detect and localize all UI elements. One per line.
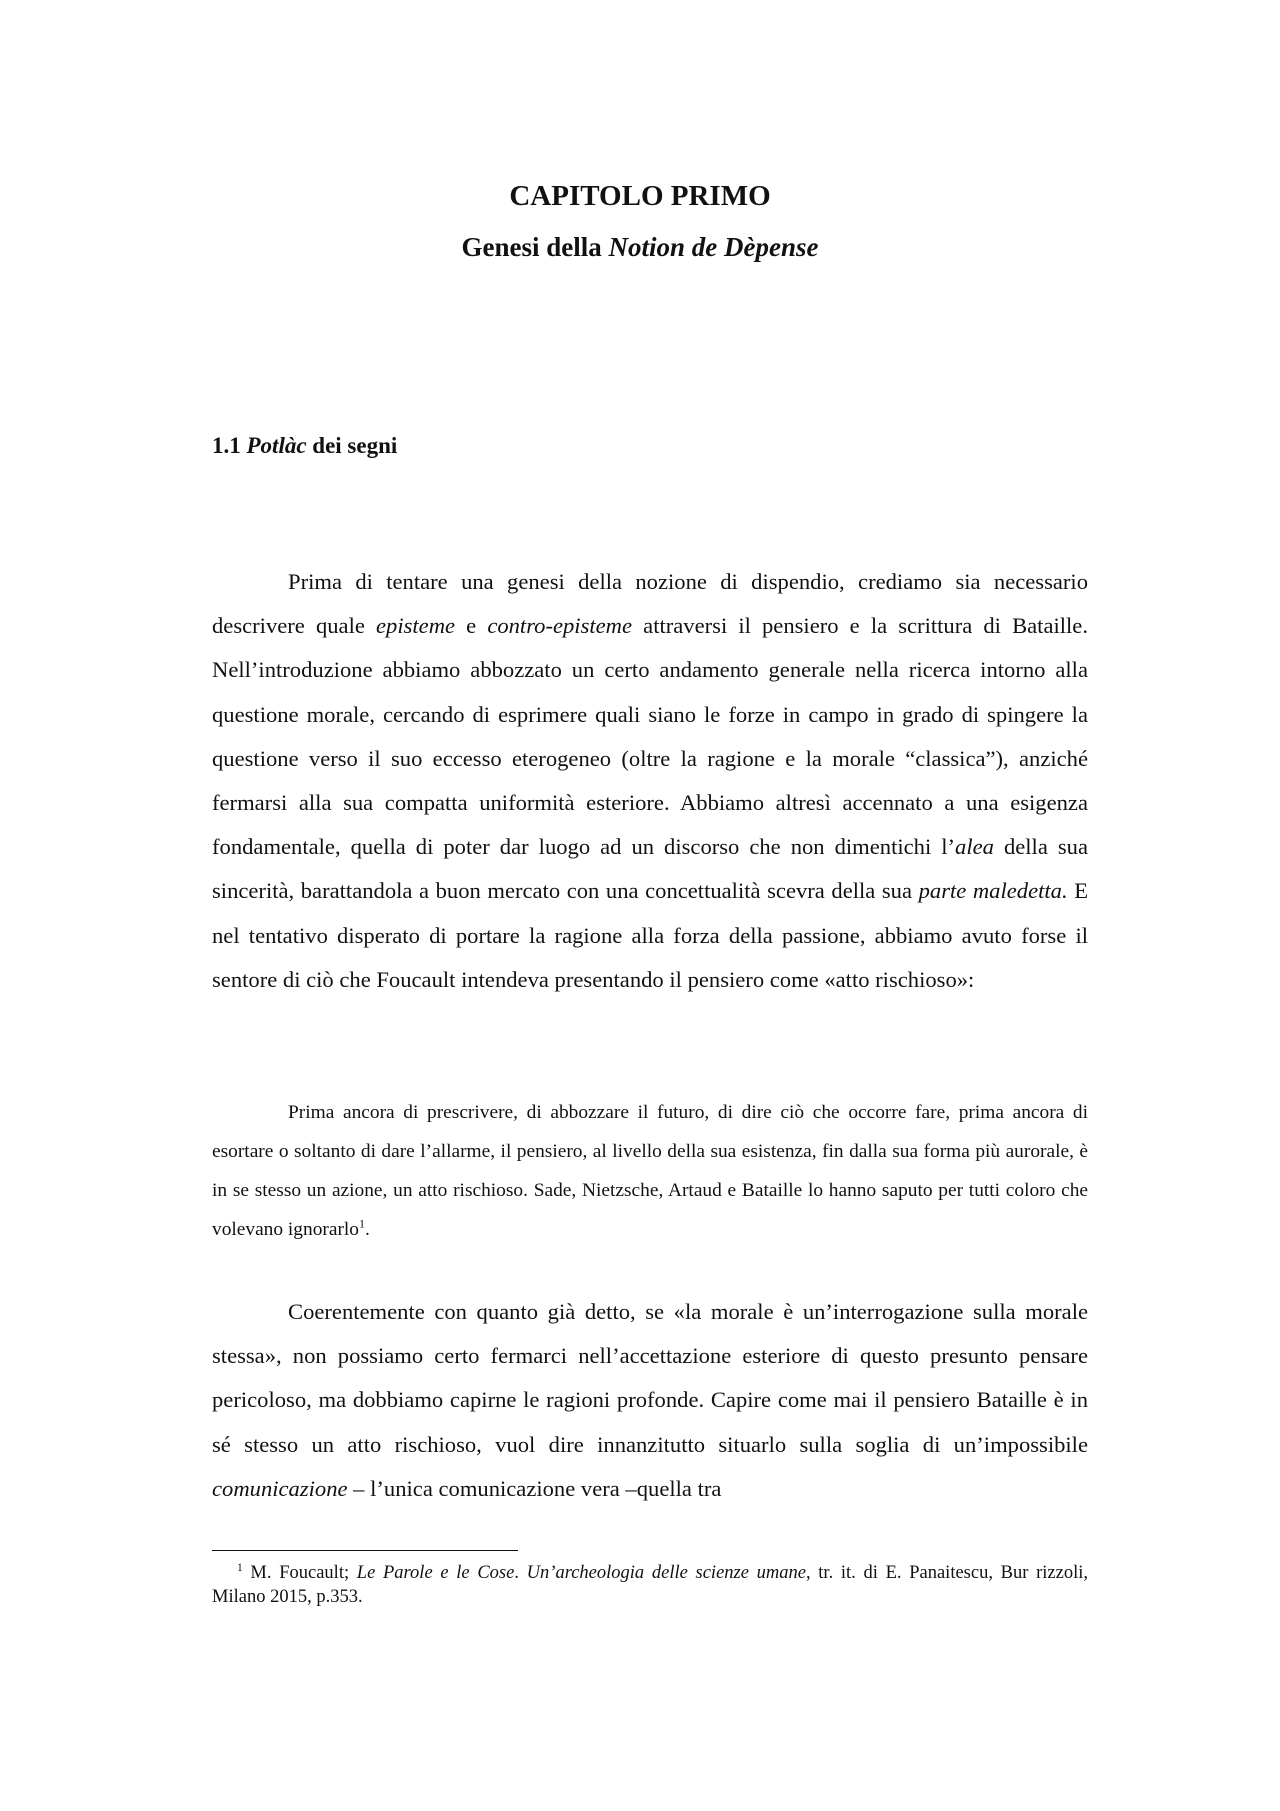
body-paragraph-1 (212, 560, 1088, 1002)
footnote-text: . (514, 1563, 527, 1583)
footnote-text: , tr. it. di E. Panaitescu, Bur rizzoli, Milano 2015, p.353. (212, 1563, 1088, 1607)
italic-term-alea: alea (955, 834, 994, 860)
paragraph-text: E nel tentativo disperato di portare la ragione alla forza della passione, abbiamo avuto forse il sentore di ciò che Foucault intendeva presentando il pensiero come «atto rischioso»: (212, 878, 1089, 992)
footnote-book-title: Le Parole e le Cose (356, 1563, 515, 1583)
paragraph-text: e (455, 613, 488, 639)
section-title-italic: Potlàc (246, 433, 307, 458)
block-quote (212, 1093, 1088, 1249)
paragraph-text: – l’unica comunicazione vera –quella tra (347, 1475, 722, 1501)
paragraph-text: della sua sincerità, barattandola a buon mercato con una concettualità scevra della sua (212, 834, 1088, 904)
body-paragraph-2 (212, 1290, 1088, 1511)
paragraph-text: attraversi il pensiero e la scrittura di Bataille. Nell’introduzione abbiamo abbozzato un certo andamento generale nella ricerca intorno alla questione morale, cercando di esprimere quali siano le forze in campo in grado di spingere la questione verso il suo eccesso eterogeneo (oltre la ragione e la morale “classica”), anziché fermarsi alla sua compatta uniformità esteriore. Abbiamo altresì accennato a una esigenza fondamentale, quella di poter dar luogo ad un discorso che non dimentichi l’ (212, 613, 1088, 860)
section-title-rest: dei segni (306, 433, 398, 458)
section-number: 1.1 (212, 433, 247, 458)
chapter-title-prefix: Genesi della (461, 232, 609, 262)
footnote-separator (212, 1550, 518, 1551)
italic-term-parte-maledetta: parte maledetta. (918, 878, 1068, 904)
chapter-title (0, 232, 1280, 263)
italic-term-comunicazione: comunicazione (212, 1475, 348, 1501)
quote-text: Prima ancora di prescrivere, di abbozzare il futuro, di dire ciò che occorre fare, prima ancora di esortare o soltanto di dare l’allarme, il pensiero, al livello della sua esistenza, fin dalla sua forma più aurorale, è in se stesso un azione, un atto rischioso. Sade, Nietzsche, Artaud e Bataille lo hanno saputo per tutti coloro che volevano ignorarlo (212, 1102, 1088, 1240)
section-heading (212, 433, 397, 459)
paragraph-text: Coerentemente con quanto già detto, se «la morale è un’interrogazione sulla morale stessa», non possiamo certo fermarci nell’accettazione esteriore di questo presunto pensare pericoloso, ma dobbiamo capirne le ragioni profonde. Capire come mai il pensiero Bataille è in sé stesso un atto rischioso, vuol dire innanzitutto situarlo sulla soglia di un’impossibile (212, 1299, 1088, 1457)
italic-term-contro-episteme: contro-episteme (487, 613, 633, 639)
chapter-label: CAPITOLO PRIMO (509, 180, 771, 212)
footnote (212, 1561, 1088, 1609)
footnote-reference[interactable]: 1 (359, 1216, 366, 1231)
italic-term-episteme: episteme (376, 613, 456, 639)
footnote-book-subtitle: Un’archeologia delle scienze umane (526, 1563, 806, 1583)
footnote-number: 1 (237, 1561, 243, 1574)
quote-end: . (365, 1219, 370, 1240)
chapter-title-italic: Notion de Dèpense (608, 232, 819, 262)
footnote-text: M. Foucault; (242, 1563, 357, 1583)
paragraph-text: Prima di tentare una genesi della nozione di dispendio, crediamo sia necessario descrivere quale (212, 569, 1088, 639)
